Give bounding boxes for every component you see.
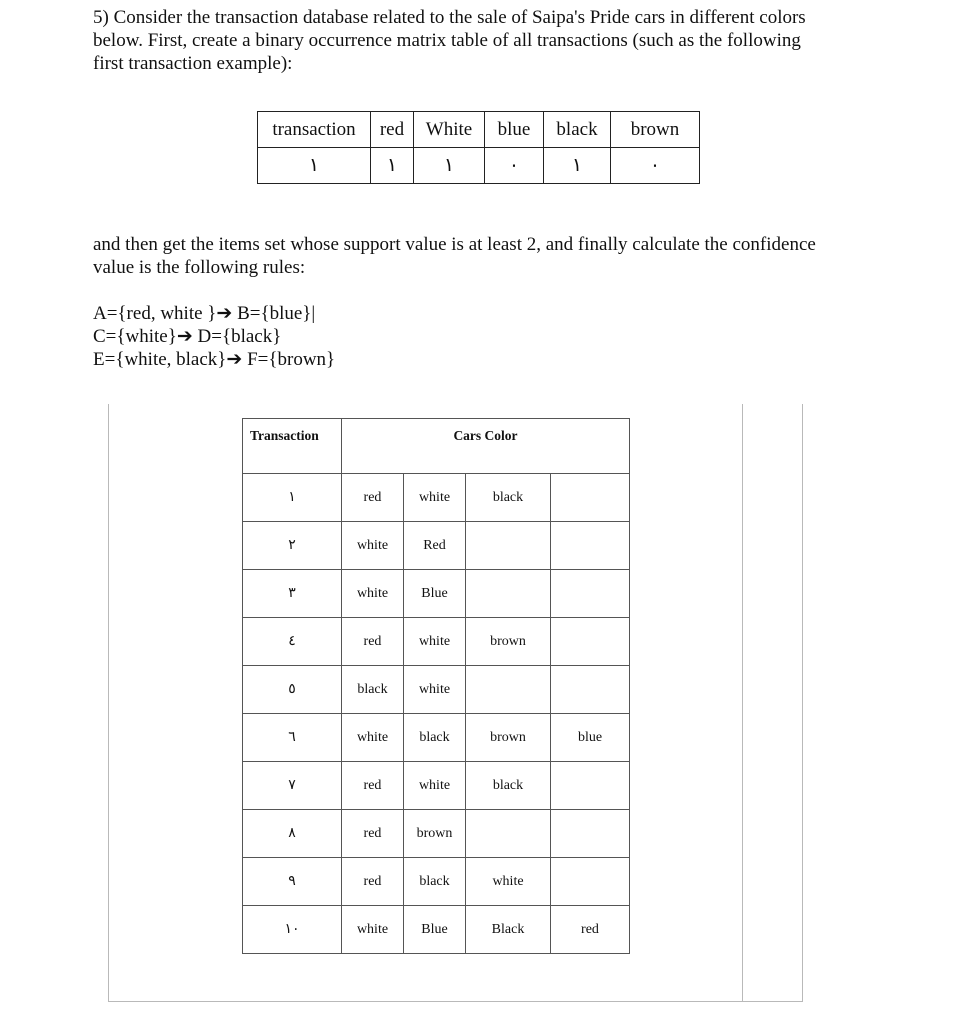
table-row xyxy=(243,714,630,762)
color-cell: red xyxy=(342,474,404,522)
color-cell xyxy=(551,522,630,570)
color-cell: white xyxy=(342,906,404,954)
matrix-header: transaction xyxy=(258,112,371,148)
table-row xyxy=(243,666,630,714)
rule: A={red, white }➔ B={blue}| xyxy=(93,303,316,324)
table-row xyxy=(243,810,630,858)
transaction-id: ٣ xyxy=(243,570,342,618)
question-line: below. First, create a binary occurrence matrix table of all transactions (such as the following xyxy=(93,30,801,51)
transaction-id: ١ xyxy=(243,474,342,522)
color-cell: Black xyxy=(466,906,551,954)
color-cell: black xyxy=(466,762,551,810)
color-cell: brown xyxy=(466,618,551,666)
color-cell xyxy=(466,522,551,570)
color-cell xyxy=(551,762,630,810)
confidence-line: value is the following rules: xyxy=(93,257,306,278)
cars-color-header: Cars Color xyxy=(342,419,630,474)
table-row xyxy=(243,474,630,522)
color-cell xyxy=(551,474,630,522)
transaction-id: ١٠ xyxy=(243,906,342,954)
transaction-id: ٩ xyxy=(243,858,342,906)
rule: C={white}➔ D={black} xyxy=(93,326,282,347)
question-text xyxy=(93,6,893,75)
transactions-table xyxy=(242,418,630,954)
color-cell: white xyxy=(404,666,466,714)
color-cell: white xyxy=(404,618,466,666)
matrix-header: red xyxy=(371,112,414,148)
color-cell xyxy=(551,618,630,666)
confidence-text xyxy=(93,233,893,279)
color-cell: black xyxy=(466,474,551,522)
transaction-id: ٦ xyxy=(243,714,342,762)
color-cell: white xyxy=(342,522,404,570)
rule: E={white, black}➔ F={brown} xyxy=(93,349,336,370)
table-row xyxy=(243,762,630,810)
color-cell xyxy=(466,810,551,858)
question-line: first transaction example): xyxy=(93,53,293,74)
color-cell: black xyxy=(342,666,404,714)
color-cell: white xyxy=(342,714,404,762)
transaction-id: ٨ xyxy=(243,810,342,858)
rules-list xyxy=(93,302,335,371)
color-cell: Blue xyxy=(404,570,466,618)
color-cell: Blue xyxy=(404,906,466,954)
confidence-line: and then get the items set whose support value is at least 2, and finally calculate the confidence xyxy=(93,234,816,255)
frame-border-right-inner xyxy=(742,404,743,1002)
transaction-id: ٢ xyxy=(243,522,342,570)
frame-border-bottom xyxy=(108,1001,803,1002)
matrix-cell: ١ xyxy=(258,148,371,184)
frame-border-left xyxy=(108,404,109,1002)
color-cell xyxy=(551,666,630,714)
question-line: 5) Consider the transaction database related to the sale of Saipa's Pride cars in different colors xyxy=(93,7,806,28)
table-row xyxy=(243,570,630,618)
color-cell: red xyxy=(342,810,404,858)
transaction-header: Transaction xyxy=(243,419,342,474)
color-cell xyxy=(466,570,551,618)
color-cell: brown xyxy=(404,810,466,858)
color-cell xyxy=(551,858,630,906)
color-cell: Red xyxy=(404,522,466,570)
color-cell xyxy=(466,666,551,714)
table-row xyxy=(243,858,630,906)
table-row xyxy=(243,906,630,954)
color-cell: black xyxy=(404,714,466,762)
color-cell: red xyxy=(342,858,404,906)
color-cell: brown xyxy=(466,714,551,762)
color-cell xyxy=(551,570,630,618)
color-cell: red xyxy=(342,762,404,810)
table-header-row xyxy=(243,419,630,474)
transaction-id: ٧ xyxy=(243,762,342,810)
matrix-cell: ١ xyxy=(544,148,611,184)
color-cell: white xyxy=(466,858,551,906)
matrix-cell: ٠ xyxy=(611,148,700,184)
color-cell: red xyxy=(342,618,404,666)
color-cell: white xyxy=(404,762,466,810)
transaction-id: ٤ xyxy=(243,618,342,666)
matrix-header: black xyxy=(544,112,611,148)
matrix-cell: ٠ xyxy=(485,148,544,184)
color-cell: white xyxy=(342,570,404,618)
table-row xyxy=(243,522,630,570)
transaction-id: ٥ xyxy=(243,666,342,714)
matrix-header: blue xyxy=(485,112,544,148)
frame-border-right-outer xyxy=(802,404,803,1002)
matrix-header: White xyxy=(414,112,485,148)
color-cell xyxy=(551,810,630,858)
color-cell: red xyxy=(551,906,630,954)
binary-matrix-example xyxy=(257,111,700,184)
color-cell: white xyxy=(404,474,466,522)
color-cell: black xyxy=(404,858,466,906)
matrix-header: brown xyxy=(611,112,700,148)
matrix-cell: ١ xyxy=(414,148,485,184)
table-row xyxy=(243,618,630,666)
matrix-cell: ١ xyxy=(371,148,414,184)
color-cell: blue xyxy=(551,714,630,762)
